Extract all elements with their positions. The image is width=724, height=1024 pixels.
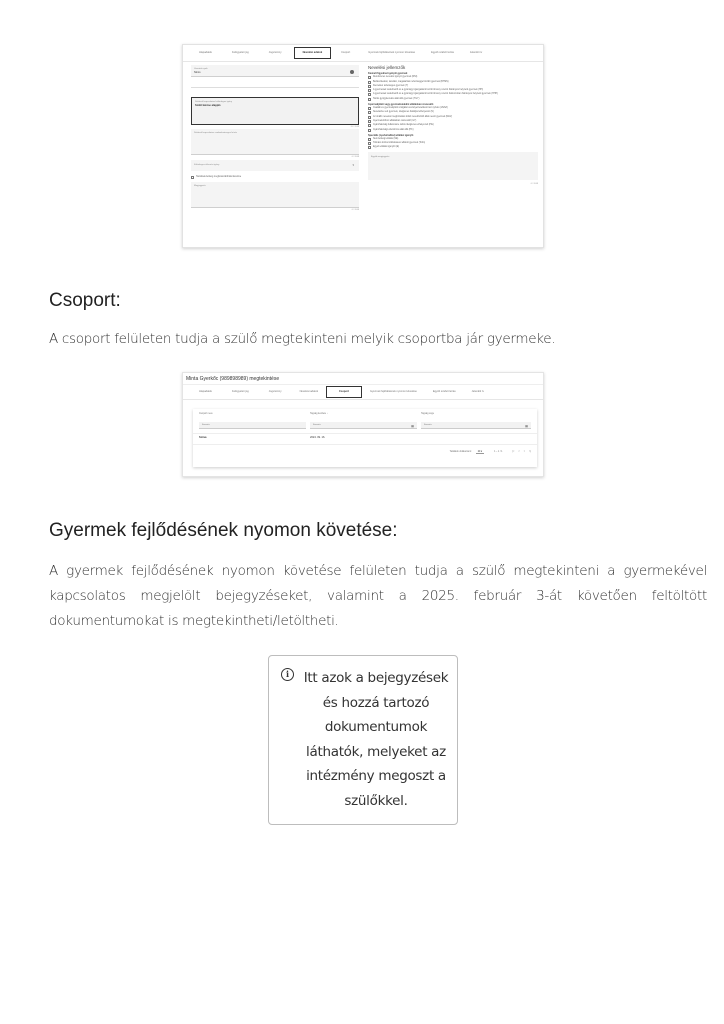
column-header-label: Tagság kezdete xyxy=(310,413,327,415)
checkbox-label: Beilleszkedési, tanulási, magatartási nehézséggel küzdő gyermek (BTMN) xyxy=(373,80,449,83)
paragraph-line: kapcsolatos megjelölt bejegyzéseket, valamint a 2025. február 3-át követően feltöltött xyxy=(49,588,707,604)
special-meal-label: Különleges étkezési igény xyxy=(194,164,220,166)
rows-per-page-label: Találatok oldalanként: xyxy=(449,451,472,453)
checkbox-label: Gyámhatóság felkérésére tartós ideiglenes elhelyezett (HE) xyxy=(373,124,434,127)
divider xyxy=(193,444,537,445)
tab-egyeb[interactable]: Egyéb szabót leírás xyxy=(431,51,454,54)
section-heading-progress: Gyermek fejlődésének nyomon követése: xyxy=(49,520,398,541)
tab-fejlodes[interactable]: Gyermek fejlődésének nyomon követése xyxy=(369,390,417,393)
extension-checkbox-row[interactable] xyxy=(191,176,359,179)
tab-felugyeleti-jog[interactable]: Felügyeleti jog xyxy=(231,51,249,54)
group-title: Speciális (nyelvi/vallási) ellátást igénylő xyxy=(368,133,414,137)
char-count: 0 / 2048 xyxy=(530,183,538,186)
checkbox-label: Gyámhatósági ellenőrzés alatt álló (HK) xyxy=(373,128,414,131)
filter-placeholder: Keresés xyxy=(424,424,432,426)
section-heading-group: Csoport: xyxy=(49,290,121,311)
info-line: Itt azok a bejegyzések xyxy=(303,670,449,686)
char-count: 20 / 2048 xyxy=(350,126,359,128)
diet-need-value: Szülő kérése alapján xyxy=(195,104,221,107)
checkbox-row[interactable] xyxy=(368,142,538,145)
checkbox-label: Az önálló nevelési megbízatású külső nevelőszülő által nevelt gyermek (NEV) xyxy=(373,115,453,118)
checkbox[interactable] xyxy=(368,85,371,88)
checkbox-label: Tartós gyógykezelés alatt álló gyermek (TGY) xyxy=(373,97,420,100)
char-count: 0 / 2048 xyxy=(351,156,359,158)
language-field[interactable] xyxy=(191,65,359,77)
checkbox[interactable] xyxy=(368,81,371,84)
checkbox-row[interactable] xyxy=(368,85,538,88)
group-title: Gyermekjóléti vagy gyermekvédelmi ellátásban részesülő xyxy=(368,102,434,106)
last-page-icon[interactable]: >| xyxy=(529,451,531,453)
info-line: láthatók, melyeket az xyxy=(306,743,446,760)
checkbox[interactable] xyxy=(368,93,371,96)
checkbox-row[interactable] xyxy=(368,98,538,101)
first-page-icon[interactable]: |< xyxy=(512,451,515,453)
checkbox-label: Családi és gyermekjóléti szolgálat veszélyeztetettként tart nyilván (VESZ) xyxy=(373,107,448,110)
csoport-screenshot xyxy=(182,372,544,477)
gear-icon[interactable] xyxy=(350,70,354,74)
paragraph-line: A gyermek fejlődésének nyomon követése felületen tudja a szülő megtekinteni a gyermekével xyxy=(49,563,707,579)
right-column xyxy=(368,65,538,185)
diet-text-field[interactable] xyxy=(191,129,359,155)
info-line: és hozzá tartozó xyxy=(322,694,430,711)
page-range: 1 – 1 / 1 xyxy=(494,451,503,453)
checkbox[interactable] xyxy=(368,89,371,92)
column-header-start[interactable] xyxy=(310,413,328,415)
checkbox[interactable] xyxy=(368,120,371,123)
filter-placeholder: Keresés xyxy=(313,424,321,426)
checkbox-row[interactable] xyxy=(368,89,538,92)
checkbox[interactable] xyxy=(368,142,371,145)
diet-text-label: Diétával kapcsolatos szabadszöveges leírás xyxy=(194,132,237,134)
checkbox-row[interactable] xyxy=(368,129,538,132)
checkbox-row[interactable] xyxy=(368,93,538,96)
info-line: dokumentumok xyxy=(324,719,428,735)
rows-per-page-select[interactable]: 20 ▾ xyxy=(477,451,483,453)
checkbox-label: Tankötelezettség meghosszabbítási kérelme xyxy=(196,176,242,178)
tab-egyeb[interactable]: Egyéb szabót leírás xyxy=(432,390,456,393)
tab-csoport[interactable]: Csoport xyxy=(341,51,351,54)
checkbox-label: Rendszeres nevelési igényű gyermek (RNI) xyxy=(373,76,418,79)
language-value: Nincs xyxy=(194,71,201,74)
tab-jogviszony[interactable]: Jogviszony xyxy=(268,51,282,54)
checkbox[interactable] xyxy=(368,116,371,119)
checkbox-row[interactable] xyxy=(368,76,538,79)
sort-arrow-icon: ↓ xyxy=(326,413,328,415)
tab-alapadatok[interactable]: Alapadatok xyxy=(199,51,212,54)
checkbox-row[interactable] xyxy=(368,81,538,84)
filter-end-input[interactable] xyxy=(421,422,531,429)
checkbox[interactable] xyxy=(368,146,371,149)
checkbox-label: Gyermekotthoni ellátásban részesülő (GY) xyxy=(373,119,417,122)
checkbox-row[interactable] xyxy=(368,107,538,110)
checkbox-row[interactable] xyxy=(368,120,538,123)
checkbox[interactable] xyxy=(191,176,194,179)
checkbox-row[interactable] xyxy=(368,111,538,114)
tab-nevelesi-adatok[interactable]: Nevelési adatok xyxy=(294,47,332,59)
char-count: 0 / 2048 xyxy=(351,209,359,211)
tab-jelenleti-iv[interactable]: Jelenléti ív xyxy=(469,51,483,54)
divider xyxy=(191,77,359,88)
calendar-icon[interactable]: ▦ xyxy=(525,423,528,428)
column-header-end[interactable]: Tagság vége xyxy=(421,413,435,415)
calendar-icon[interactable]: ▦ xyxy=(411,423,414,428)
tab-fejlodes[interactable]: Gyermek fejlődésének nyomon követése xyxy=(368,51,416,54)
checkbox[interactable] xyxy=(368,111,371,114)
prev-page-icon[interactable]: < xyxy=(518,451,520,453)
info-line: intézmény megoszt a xyxy=(306,768,446,784)
info-text xyxy=(301,666,451,813)
checkbox-row[interactable] xyxy=(368,138,538,141)
left-column xyxy=(191,65,359,211)
checkbox[interactable] xyxy=(368,124,371,127)
note-field[interactable] xyxy=(191,182,359,208)
checkbox[interactable] xyxy=(368,138,371,141)
tab-nevelesi-adatok[interactable]: Nevelési adatok xyxy=(299,390,319,393)
cell-group: Szöva xyxy=(199,436,207,439)
tab-alapadatok[interactable]: Alapadatok xyxy=(199,390,212,393)
other-note-label: Egyéb megjegyzés xyxy=(371,156,390,159)
tab-bar xyxy=(183,45,543,62)
checkbox[interactable] xyxy=(368,76,371,79)
section-paragraph-progress xyxy=(49,559,707,634)
tab-jogviszony[interactable]: Jogviszony xyxy=(268,390,282,393)
checkbox-label: Tolmács közreműködésével ellátott gyermek (Tolm) xyxy=(373,142,426,145)
filter-group-input[interactable]: Keresés xyxy=(199,422,306,429)
chevron-down-icon: ▾ xyxy=(352,163,354,167)
checkbox-label: A gyermekek védelméről és a gyámügyi igazgatásról szóló törvény szerint hátrányos helyzetű gyermek (HH) xyxy=(373,89,484,92)
tab-jelenleti-iv[interactable]: Jelenléti ív xyxy=(471,390,484,393)
column-header-group[interactable]: Csoport neve xyxy=(199,413,213,415)
other-note-field[interactable] xyxy=(368,152,538,180)
cell-start: 2024. 09. 16. xyxy=(310,436,326,439)
checkbox-label: A gyermekek védelméről és a gyámügyi igazgatásról szóló törvény szerint halmozottan hátrányos helyzetű gyermek (HHH) xyxy=(373,93,498,96)
section-title: Nevelési jellemzők xyxy=(368,65,406,70)
tab-bar xyxy=(183,384,543,400)
checkbox-label: Nevelésbe vett gyermek, ideiglenes hatállyal elhelyezett (N) xyxy=(373,111,434,114)
divider xyxy=(193,433,537,434)
diet-need-label: Diétával kapcsolatos különleges igény xyxy=(195,101,232,103)
checkbox[interactable] xyxy=(368,129,371,132)
info-icon: i xyxy=(281,668,294,681)
checkbox-row[interactable] xyxy=(368,124,538,127)
checkbox-label: Kiemelten tehetséges gyermek (T) xyxy=(373,84,409,87)
diet-need-field[interactable] xyxy=(191,97,359,125)
view-title: Minta Gyerkőc (989898989) megtekintése xyxy=(186,376,280,382)
checkbox[interactable] xyxy=(368,98,371,101)
filter-start-input[interactable] xyxy=(310,422,417,429)
checkbox[interactable] xyxy=(368,107,371,110)
checkbox-label: Nemzetiségi ellátás (NE) xyxy=(373,137,399,140)
checkbox-label: Egyéb ellátást igénylő (E) xyxy=(373,146,400,149)
info-line: szülőkkel. xyxy=(344,792,408,809)
language-label: Vezetett nyelv xyxy=(194,68,208,70)
rows-per-page-value: 20 xyxy=(477,451,481,453)
section-paragraph-group: A csoport felületen tudja a szülő megtekinteni melyik csoportba jár gyermeke. xyxy=(49,331,556,347)
info-box xyxy=(268,655,458,825)
tab-felugyeleti-jog[interactable]: Felügyeleti jog xyxy=(231,390,249,393)
paginator xyxy=(450,450,531,454)
checkbox-row[interactable] xyxy=(368,146,538,149)
group-table xyxy=(193,409,537,467)
group-title: Kiemelt figyelmet igénylő gyermek xyxy=(368,72,408,75)
tab-csoport[interactable]: Csoport xyxy=(326,386,362,398)
nevelesi-adatok-screenshot xyxy=(182,44,544,248)
paragraph-line: dokumentumokat is megtekintheti/letöltheti. xyxy=(49,613,339,629)
checkbox-row[interactable] xyxy=(368,116,538,119)
note-label: Megjegyzés xyxy=(194,185,206,187)
next-page-icon[interactable]: > xyxy=(523,451,526,453)
special-meal-select[interactable] xyxy=(191,160,359,171)
